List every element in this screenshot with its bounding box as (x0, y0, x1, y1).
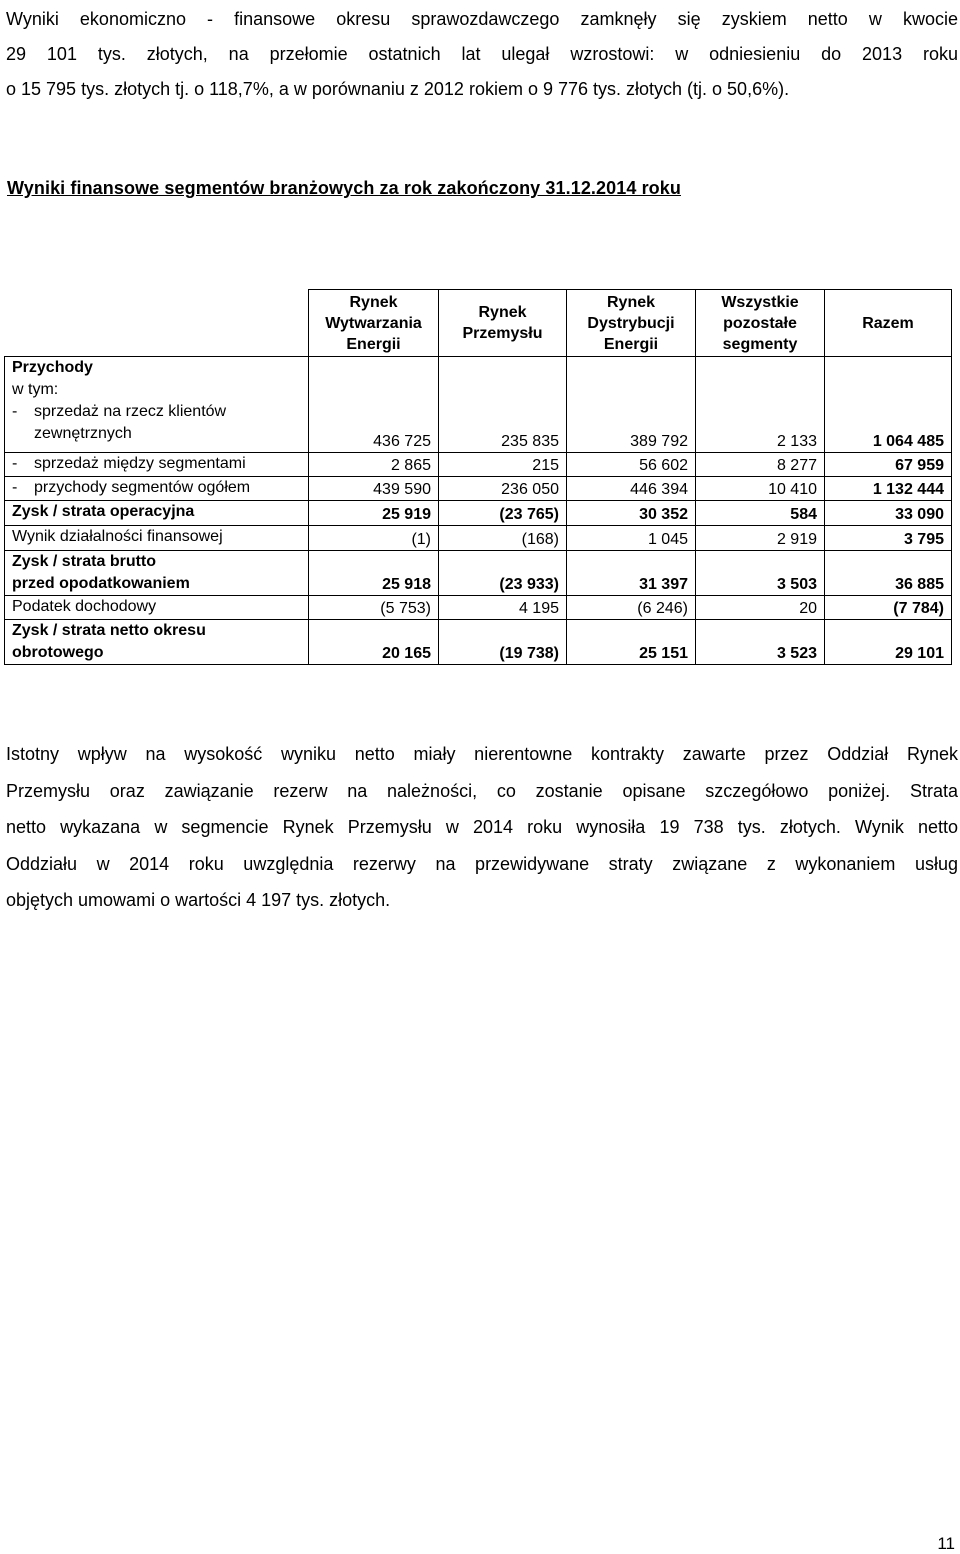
row-label-line: - przychody segmentów ogółem (12, 479, 251, 496)
table-header-row (5, 290, 952, 357)
row-label-line: zewnętrznych (34, 425, 132, 442)
table-row (5, 526, 952, 551)
row-label (5, 501, 309, 526)
value-cell: (23 765) (439, 501, 567, 526)
value-cell: (6 246) (567, 596, 696, 620)
row-label-line: Zysk / strata brutto (12, 553, 157, 570)
value-cell: 215 (439, 453, 567, 477)
table-row (5, 357, 952, 453)
row-label-line: Zysk / strata netto okresu (12, 622, 206, 639)
row-label (5, 357, 309, 453)
value-cell: 36 885 (825, 551, 952, 596)
value-cell: 389 792 (567, 357, 696, 453)
table-row (5, 453, 952, 477)
value-cell: 3 503 (696, 551, 825, 596)
section-heading: Wyniki finansowe segmentów branżowych za rok zakończony 31.12.2014 roku (7, 178, 681, 198)
revenue-subtitle: w tym: (12, 381, 59, 398)
value-cell: (168) (439, 526, 567, 551)
row-label (5, 551, 309, 596)
value-cell: 25 919 (309, 501, 439, 526)
value-cell: 439 590 (309, 477, 439, 501)
value-cell: (5 753) (309, 596, 439, 620)
intro-line: o 15 795 tys. złotych tj. o 118,7%, a w porównaniu z 2012 rokiem o 9 776 tys. złotych (tj. o 50,6%). (6, 79, 790, 99)
paragraph-line: Istotny wpływ na wysokość wyniku netto miały nierentowne kontrakty zawarte przez Oddział Rynek (6, 744, 958, 764)
row-label-line: przed opodatkowaniem (12, 575, 190, 592)
value-cell: 25 151 (567, 620, 696, 665)
paragraph-line: objętych umowami o wartości 4 197 tys. złotych. (6, 890, 391, 910)
row-label-line: Wynik działalności finansowej (12, 528, 223, 545)
value-cell: 67 959 (825, 453, 952, 477)
row-label-line: - sprzedaż między segmentami (12, 455, 246, 472)
value-cell: 25 918 (309, 551, 439, 596)
value-cell: 3 795 (825, 526, 952, 551)
value-cell: (23 933) (439, 551, 567, 596)
row-label (5, 526, 309, 551)
value-cell: 2 919 (696, 526, 825, 551)
paragraph-line: netto wykazana w segmencie Rynek Przemysłu w 2014 roku wynosiła 19 738 tys. złotych. Wynik netto (6, 817, 958, 837)
value-cell: 3 523 (696, 620, 825, 665)
intro-line: 29 101 tys. złotych, na przełomie ostatnich lat ulegał wzrostowi: w odniesieniu do 2013 roku (6, 44, 958, 64)
value-cell: (7 784) (825, 596, 952, 620)
value-cell: 31 397 (567, 551, 696, 596)
col-header: Rynek Dystrybucji Energii (567, 290, 696, 357)
row-label (5, 620, 309, 665)
value-cell: 584 (696, 501, 825, 526)
value-cell: 1 045 (567, 526, 696, 551)
value-cell: 56 602 (567, 453, 696, 477)
value-cell: 236 050 (439, 477, 567, 501)
page-number: 11 (937, 1534, 955, 1553)
commentary-paragraph (6, 736, 958, 919)
row-label (5, 596, 309, 620)
row-label-line: obrotowego (12, 644, 104, 661)
value-cell: 10 410 (696, 477, 825, 501)
value-cell: 1 132 444 (825, 477, 952, 501)
row-label-line: Zysk / strata operacyjna (12, 503, 195, 520)
table-row (5, 501, 952, 526)
col-header: Rynek Wytwarzania Energii (309, 290, 439, 357)
value-cell: 1 064 485 (825, 357, 952, 453)
paragraph-line: Oddziału w 2014 roku uwzględnia rezerwy na przewidywane straty związane z wykonaniem usług (6, 853, 958, 874)
value-cell: 20 165 (309, 620, 439, 665)
value-cell: 29 101 (825, 620, 952, 665)
intro-paragraph (6, 2, 958, 107)
row-label (5, 453, 309, 477)
row-label-line: - sprzedaż na rzecz klientów (12, 403, 227, 420)
intro-line: Wyniki ekonomiczno - finansowe okresu sprawozdawczego zamknęły się zyskiem netto w kwocie (6, 9, 958, 29)
col-header: Rynek Przemysłu (439, 290, 567, 357)
value-cell: 235 835 (439, 357, 567, 453)
value-cell: 446 394 (567, 477, 696, 501)
revenue-title: Przychody (12, 359, 93, 376)
table-row (5, 620, 952, 665)
segment-results-table (4, 289, 952, 665)
col-header: Razem (825, 290, 952, 357)
value-cell: 33 090 (825, 501, 952, 526)
row-label (5, 477, 309, 501)
row-label-line: Podatek dochodowy (12, 598, 157, 615)
table-row (5, 596, 952, 620)
header-corner (5, 290, 309, 357)
value-cell: (19 738) (439, 620, 567, 665)
paragraph-line: Przemysłu oraz zawiązanie rezerw na należności, co zostanie opisane szczegółowo poniżej. Strata (6, 780, 958, 801)
table-row (5, 477, 952, 501)
value-cell: 2 865 (309, 453, 439, 477)
value-cell: (1) (309, 526, 439, 551)
value-cell: 2 133 (696, 357, 825, 453)
value-cell: 4 195 (439, 596, 567, 620)
value-cell: 8 277 (696, 453, 825, 477)
col-header: Wszystkie pozostałe segmenty (696, 290, 825, 357)
value-cell: 30 352 (567, 501, 696, 526)
table-row (5, 551, 952, 596)
value-cell: 436 725 (309, 357, 439, 453)
value-cell: 20 (696, 596, 825, 620)
